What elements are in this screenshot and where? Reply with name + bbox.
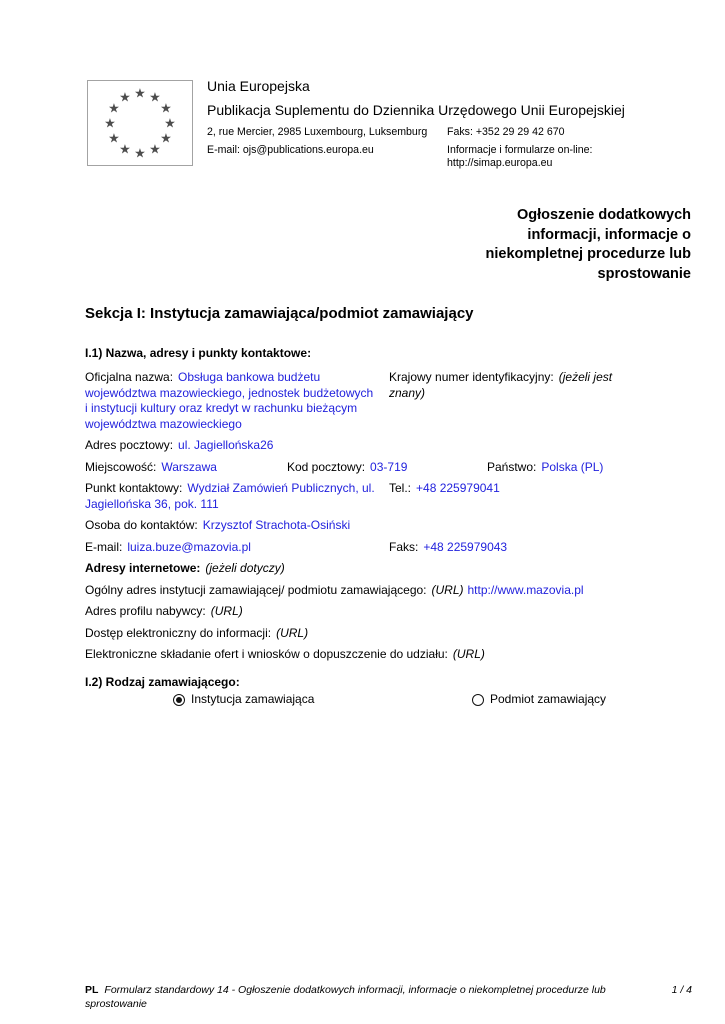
email-value[interactable]: luiza.buze@mazovia.pl [127, 539, 251, 554]
doc-title-line: informacji, informacje o [527, 226, 691, 243]
city-cell [85, 460, 287, 476]
city-label: Miejscowość: [85, 459, 157, 474]
doc-title [391, 206, 691, 284]
eu-star-icon: ★ [108, 100, 120, 116]
postcode-label: Kod pocztowy: [287, 459, 366, 474]
official-name-row [85, 370, 657, 432]
contact-person-label: Osoba do kontaktów: [85, 518, 198, 532]
contact-point-value: Wydział Zamówień Publicznych, ul. Jagiellońska 36, pok. 111 [85, 481, 375, 511]
contact-point-cell [85, 481, 379, 512]
country-label: Państwo: [487, 459, 537, 474]
postal-address-label: Adres pocztowy: [85, 438, 174, 452]
header-contact-grid [207, 126, 657, 175]
header [207, 78, 657, 175]
internet-addresses-note: (jeżeli dotyczy) [205, 561, 285, 575]
page-footer [85, 983, 692, 1011]
buyer-profile-row [85, 604, 657, 620]
internet-addresses-row [85, 561, 657, 577]
radio-option-label: Podmiot zamawiający [490, 692, 607, 706]
header-address: 2, rue Mercier, 2985 Luxembourg, Luksemburg [207, 126, 428, 138]
section-i2-heading: I.2) Rodzaj zamawiającego: [85, 674, 240, 689]
tel-cell [389, 481, 625, 497]
contact-person-value: Krzysztof Strachota-Osiński [202, 518, 351, 532]
url-note: (URL) [431, 582, 464, 597]
eu-star-icon: ★ [160, 100, 172, 116]
page-number: 1 / 4 [671, 984, 692, 996]
url-note: (URL) [276, 625, 309, 640]
tel-value: +48 225979041 [416, 481, 500, 495]
contact-point-label: Punkt kontaktowy: [85, 481, 183, 495]
contact-person-row [85, 518, 657, 534]
eu-star-icon: ★ [164, 115, 176, 131]
national-id-label: Krajowy numer identyfikacyjny: [389, 370, 554, 384]
electronic-submission-label: Elektroniczne składanie ofert i wniosków o dopuszczenie do udziału: [85, 647, 448, 661]
footer-text [85, 983, 633, 1011]
radio-selected-icon [173, 694, 185, 706]
email-label: E-mail: [85, 539, 123, 554]
general-url-row [85, 583, 657, 599]
eu-star-icon: ★ [134, 145, 146, 161]
radio-dot [176, 697, 182, 703]
radio-option-instytucja-zamawiajaca[interactable] [173, 692, 314, 708]
header-online-info: Informacje i formularze on-line: http://simap.europa.eu [447, 143, 593, 169]
postcode-cell [287, 460, 487, 476]
email-fax-row [85, 540, 657, 556]
postal-address-row [85, 438, 657, 454]
electronic-submission-row [85, 647, 657, 663]
section-1-heading: Sekcja I: Instytucja zamawiająca/podmiot zamawiający [85, 305, 474, 322]
internet-addresses-label: Adresy internetowe: [85, 561, 201, 575]
internet-addresses-cell [85, 561, 285, 577]
electronic-submission-cell [85, 647, 485, 663]
footer-form-name: Formularz standardowy 14 - Ogłoszenie dodatkowych informacji, informacje o niekompletnej procedurze lub sprostowanie [85, 984, 606, 1010]
header-org: Unia Europejska [207, 78, 310, 94]
eu-star-icon: ★ [149, 141, 161, 157]
official-name-label: Oficjalna nazwa: [85, 370, 174, 384]
eu-star-icon: ★ [134, 85, 146, 101]
section-i1-heading: I.1) Nazwa, adresy i punkty kontaktowe: [85, 345, 312, 360]
doc-title-line: sprostowanie [597, 265, 691, 282]
electronic-access-label: Dostęp elektroniczny do informacji: [85, 625, 272, 640]
eu-flag-logo [87, 80, 193, 166]
fax-label: Faks: [389, 539, 419, 554]
official-name-value: Obsługa bankowa budżetu województwa mazowieckiego, jednostek budżetowych i instytucji kultury oraz kredyt w rachunku bieżącym województwa mazowieckiego [85, 370, 374, 431]
general-url-label: Ogólny adres instytucji zamawiającej/ podmiotu zamawiającego: [85, 582, 427, 597]
fax-cell [389, 540, 625, 556]
postal-address-value: ul. Jagiellońska26 [178, 438, 274, 452]
header-subtitle: Publikacja Suplementu do Dziennika Urzędowego Unii Europejskiej [207, 102, 625, 118]
eu-star-icon: ★ [119, 141, 131, 157]
buyer-profile-label: Adres profilu nabywcy: [85, 604, 206, 618]
contact-point-row [85, 481, 657, 512]
eu-star-icon: ★ [108, 130, 120, 146]
official-name-cell [85, 370, 379, 432]
email-cell [85, 540, 379, 556]
doc-title-line: niekompletnej procedurze lub [485, 246, 691, 262]
postcode-value: 03-719 [370, 459, 408, 474]
city-value: Warszawa [161, 459, 217, 474]
general-url-cell [85, 583, 584, 599]
national-id-note: (jeżeli jest znany) [389, 370, 613, 400]
postal-address-cell [85, 438, 273, 454]
footer-language-code: PL [85, 984, 99, 996]
contact-person-cell [85, 518, 350, 534]
eu-star-icon: ★ [149, 89, 161, 105]
radio-option-label: Instytucja zamawiająca [191, 692, 315, 706]
contracting-type-options [85, 692, 657, 709]
electronic-access-row [85, 626, 657, 642]
electronic-access-cell [85, 626, 308, 642]
header-contact-right [447, 126, 647, 175]
eu-star-icon: ★ [160, 130, 172, 146]
eu-star-icon: ★ [119, 89, 131, 105]
national-id-cell [389, 370, 625, 401]
url-note: (URL) [210, 604, 243, 618]
tel-label: Tel.: [389, 481, 412, 495]
country-value: Polska (PL) [541, 459, 604, 474]
fax-value: +48 225979043 [423, 539, 508, 554]
header-email: E-mail: ojs@publications.europa.eu [207, 143, 374, 156]
eu-star-icon: ★ [104, 115, 116, 131]
radio-option-podmiot-zamawiajacy[interactable] [472, 692, 606, 708]
general-url-link[interactable]: http://www.mazovia.pl [467, 582, 584, 597]
header-contact-left [207, 126, 447, 175]
country-cell [487, 460, 657, 476]
url-note: (URL) [452, 647, 485, 661]
radio-unselected-icon [472, 694, 484, 706]
section-1 [85, 306, 657, 709]
header-fax: Faks: +352 29 29 42 670 [447, 126, 565, 138]
city-row [85, 460, 657, 476]
doc-title-line: Ogłoszenie dodatkowych [516, 207, 691, 223]
buyer-profile-cell [85, 604, 243, 620]
